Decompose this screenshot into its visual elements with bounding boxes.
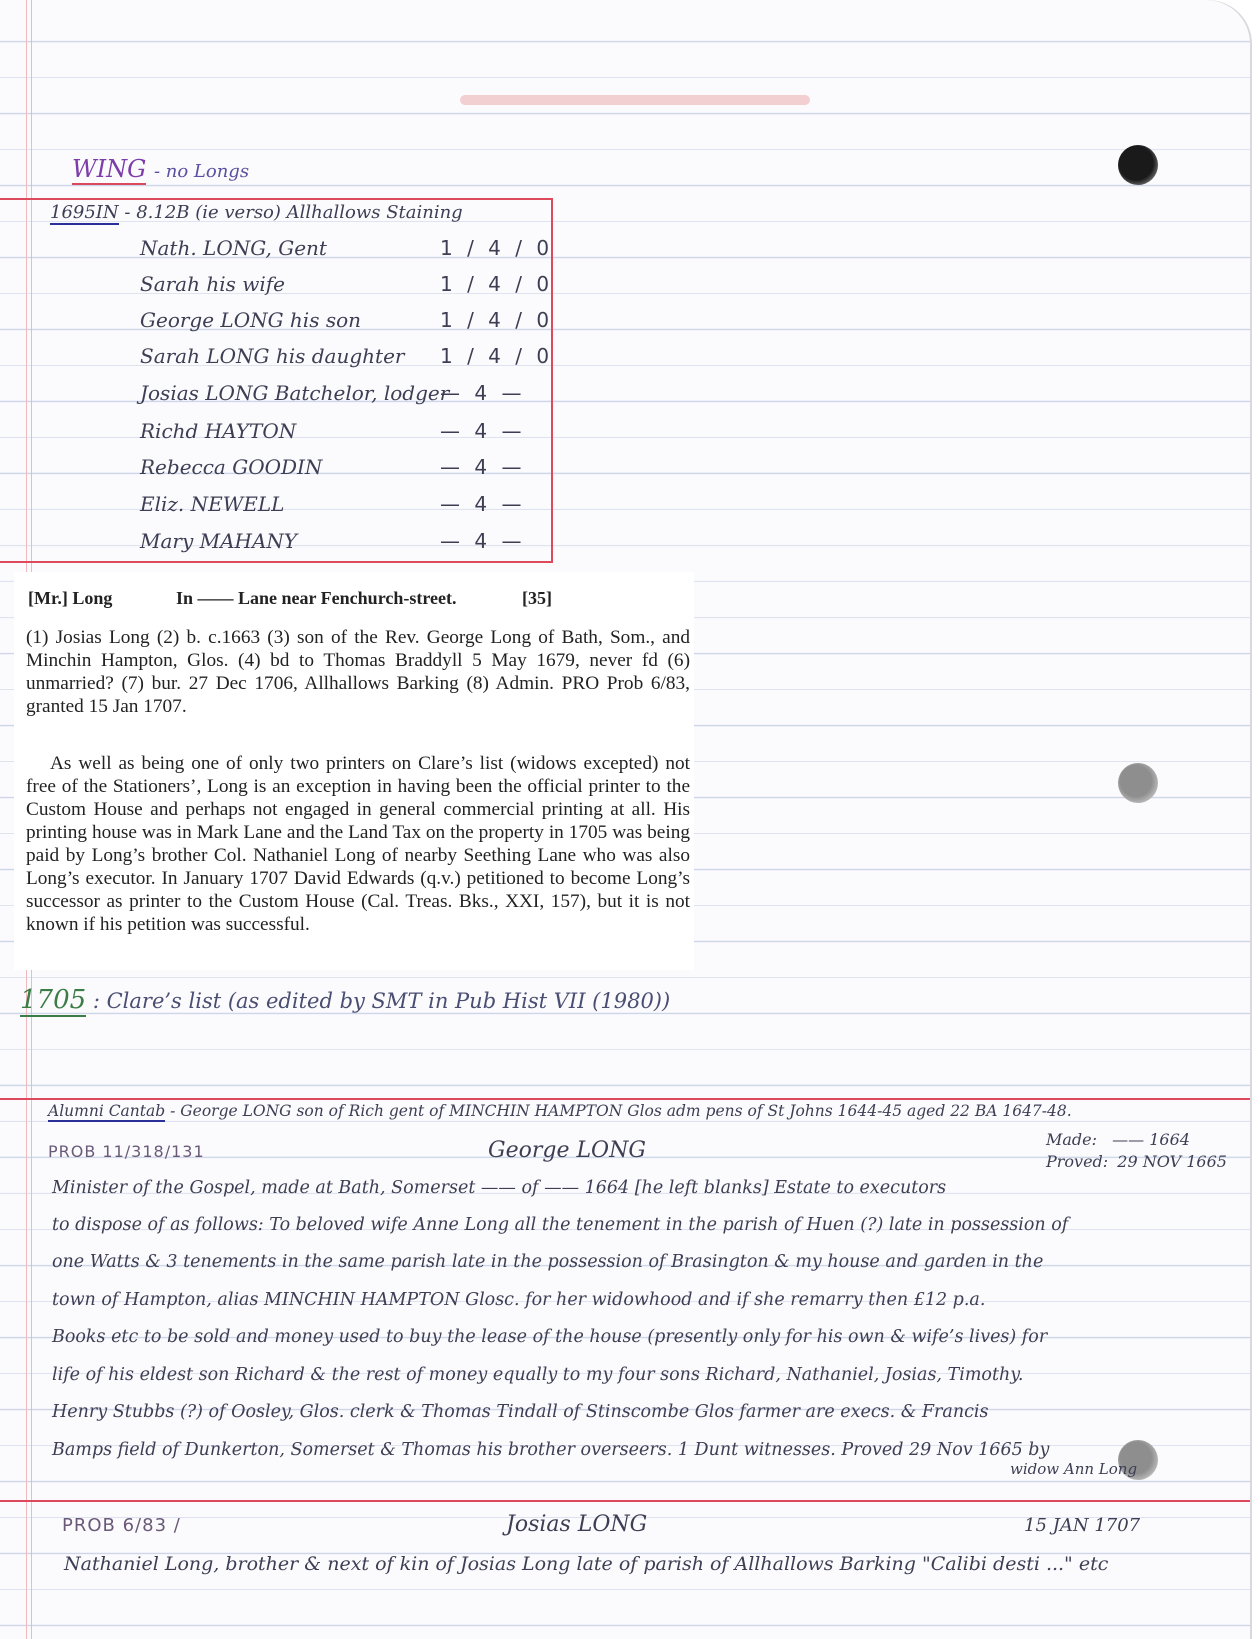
tax-row-name: Richd HAYTON <box>140 419 297 443</box>
parish-name: WING <box>72 155 147 183</box>
proved-value: 29 NOV 1665 <box>1117 1152 1227 1171</box>
clipping-paragraph-1: (1) Josias Long (2) b. c.1663 (3) son of the Rev. George Long of Bath, Som., and Minchin Hampton, Glos. (4) bd to Thomas Braddyll 5 May 1679, never fd (6) unmarried? (7) bur. 27 Dec 1706, Allhallows Barking (8) Admin. PRO Prob 6/83, granted 15 Jan 1707. <box>26 627 690 717</box>
tax-row-name: Nath. LONG, Gent <box>140 236 327 260</box>
george-prob-ref: PROB 11/318/131 <box>48 1142 205 1161</box>
made-value: —— 1664 <box>1112 1130 1190 1149</box>
tax-row-amount: — 4 — <box>440 529 526 553</box>
will-text-line: Bamps field of Dunkerton, Somerset & Thomas his brother overseers. 1 Dunt witnesses. Proved 29 Nov 1665 by <box>52 1440 1050 1460</box>
alumni-line <box>48 1102 1072 1120</box>
tax-1695-header <box>50 202 463 223</box>
tax-row-name: Josias LONG Batchelor, lodger <box>140 381 450 405</box>
tax-row <box>140 529 540 563</box>
tax-row-amount: 1 / 4 / 0 <box>440 236 554 260</box>
alumni-label: Alumni Cantab <box>48 1102 166 1120</box>
clare-text: : Clare’s list (as edited by SMT in Pub Hist VII (1980)) <box>92 989 671 1013</box>
bleed-through-mark <box>500 28 524 93</box>
punch-hole <box>1118 145 1158 185</box>
clare-year: 1705 <box>20 985 87 1015</box>
george-made <box>1046 1130 1190 1149</box>
section-rule <box>0 1098 1250 1100</box>
red-smudge <box>460 95 810 105</box>
tax-row-name: Sarah his wife <box>140 272 285 296</box>
section-rule <box>0 1500 1250 1502</box>
printed-clipping <box>14 572 694 970</box>
will-text-line: Henry Stubbs (?) of Oosley, Glos. clerk & Thomas Tindall of Stinscombe Glos farmer are execs. & Francis <box>52 1402 989 1422</box>
proved-label: Proved: <box>1046 1152 1109 1171</box>
clare-1705-line <box>20 985 670 1015</box>
tax-row-name: Mary MAHANY <box>140 529 298 553</box>
josias-name: Josias LONG <box>506 1512 648 1537</box>
tax-row-amount: 1 / 4 / 0 <box>440 344 554 368</box>
parish-heading <box>72 155 249 183</box>
made-label: Made: <box>1046 1130 1098 1149</box>
punch-hole <box>1118 763 1158 803</box>
clipping-number: [35] <box>522 588 552 608</box>
tax-row <box>140 492 540 526</box>
tax-row-amount: 1 / 4 / 0 <box>440 308 554 332</box>
clipping-location: In —— Lane near Fenchurch-street. <box>176 588 457 608</box>
tax-row <box>140 419 540 453</box>
josias-text: Nathaniel Long, brother & next of kin of Josias Long late of parish of Allhallows Barking "Calibi desti ..." etc <box>64 1553 1109 1575</box>
will-text-line: town of Hampton, alias MINCHIN HAMPTON Glosc. for her widowhood and if she remarry then £12 p.a. <box>52 1290 986 1310</box>
alumni-text: - George LONG son of Rich gent of MINCHIN HAMPTON Glos adm pens of St Johns 1644-45 aged 22 BA 1647-48. <box>170 1102 1072 1120</box>
tax-1695-source: - 8.12B (ie verso) Allhallows Staining <box>124 202 463 223</box>
tax-row-name: Eliz. NEWELL <box>140 492 285 516</box>
george-name: George LONG <box>488 1138 646 1163</box>
tax-row <box>140 344 554 378</box>
parish-note: - no Longs <box>153 161 250 182</box>
will-text-line: Books etc to be sold and money used to buy the lease of the house (presently only for his own & wife’s lives) for <box>52 1327 1048 1347</box>
will-text-line: Minister of the Gospel, made at Bath, Somerset —— of —— 1664 [he left blanks] Estate to executors <box>52 1178 947 1198</box>
tax-1695-ref: 1695IN <box>50 202 119 223</box>
george-proved-by: widow Ann Long <box>1010 1460 1138 1478</box>
tax-row <box>140 381 540 415</box>
clipping-paragraph-2: As well as being one of only two printers on Clare’s list (widows excepted) not free of the Stationers’, Long is an exception in having been the official printer to the Custom House and perhaps not engaged in general commercial printing at all. His printing house was in Mark Lane and the Land Tax on the property in 1705 was being paid by Long’s brother Col. Nathaniel Long of nearby Seething Lane who was also Long’s executor. In January 1707 David Edwards (q.v.) petitioned to become Long’s successor as printer to the Custom House (Cal. Treas. Bks., XXI, 157), but it is not known if his petition was successful. <box>26 753 690 935</box>
tax-row-name: Rebecca GOODIN <box>140 455 323 479</box>
tax-row-amount: — 4 — <box>440 455 526 479</box>
tax-row-name: George LONG his son <box>140 308 362 332</box>
tax-row <box>140 308 554 342</box>
clipping-name: [Mr.] Long <box>28 588 113 608</box>
tax-row-name: Sarah LONG his daughter <box>140 344 405 368</box>
tax-row-amount: — 4 — <box>440 492 526 516</box>
tax-row-amount: 1 / 4 / 0 <box>440 272 554 296</box>
josias-prob-ref: PROB 6/83 / <box>62 1515 181 1536</box>
will-text-line: to dispose of as follows: To beloved wife Anne Long all the tenement in the parish of Huen (?) late in possession of <box>52 1215 1069 1235</box>
tax-row-amount: — 4 — <box>440 419 526 443</box>
tax-row <box>140 236 554 270</box>
josias-date: 15 JAN 1707 <box>1024 1515 1141 1536</box>
will-text-line: one Watts & 3 tenements in the same parish late in the possession of Brasington & my house and garden in the <box>52 1252 1044 1272</box>
tax-row-amount: — 4 — <box>440 381 526 405</box>
tax-row <box>140 455 540 489</box>
will-text-line: life of his eldest son Richard & the rest of money equally to my four sons Richard, Nathaniel, Josias, Timothy. <box>52 1365 1024 1385</box>
tax-row <box>140 272 554 306</box>
george-proved <box>1046 1152 1227 1171</box>
